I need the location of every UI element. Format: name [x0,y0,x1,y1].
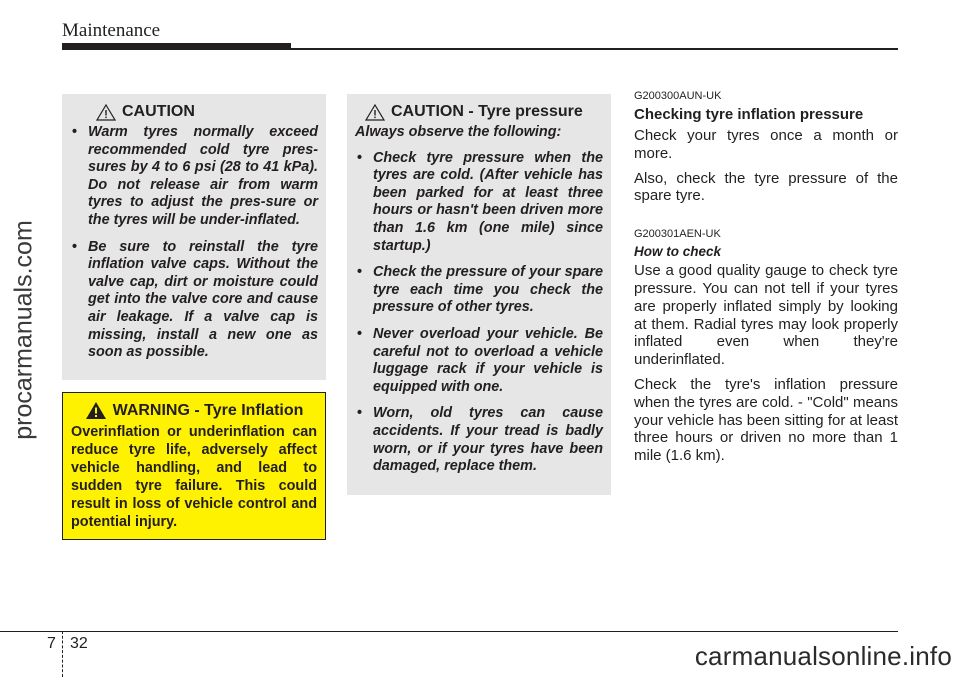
header-bar [62,43,291,50]
caution-tyre-pressure-title-text: CAUTION - Tyre pressure [391,103,583,120]
caution-box [62,94,326,380]
warning-title [71,401,317,420]
paragraph: Check the tyre's inflation pressure when the tyres are cold. - "Cold" means your vehicle has been sitting for at least three hours or driven no more than 1 mile (1.6 km). [634,375,898,465]
paragraph: Use a good quality gauge to check tyre pressure. You can not tell if your tyres are properly inflated simply by looking at them. Radial tyres may look properly inflated even when they're underinflated. [634,262,898,369]
chapter-number: 7 [47,635,56,652]
caution-tyre-pressure-list [355,150,603,476]
caution-tyre-pressure-title [355,103,603,121]
warning-triangle-outline-icon [96,104,116,121]
warning-triangle-outline-icon [365,104,385,121]
section-heading: Checking tyre inflation pressure [634,106,864,123]
paragraph: Check your tyres once a month or more. [634,127,898,162]
list-item: • Check the pressure of your spare tyre each time you check the pressure of other tyres. [355,264,603,317]
footer-divider [62,631,63,677]
paragraph: Also, check the tyre pressure of the spare tyre. [634,169,898,205]
footer-rule [0,631,898,632]
list-item: • Never overload your vehicle. Be careful not to overload a vehicle luggage rack if your vehicle is equipped with one. [355,326,603,396]
subsection-heading: How to check [634,244,722,260]
warning-title-text: WARNING - Tyre Inflation [112,401,304,419]
side-watermark-text: procarmanuals.com [9,220,38,440]
warning-triangle-filled-icon [85,401,107,420]
caution-title [70,103,318,121]
warning-box [62,392,326,540]
section-code: G200300AUN-UK [634,90,722,102]
caution-list [70,124,318,362]
caution-intro: Always observe the following: [355,124,562,140]
caution-title-text: CAUTION [122,103,195,120]
right-column [634,90,898,472]
list-item: • Warm tyres normally exceed recommended cold tyre pres-sures by 4 to 6 psi (28 to 41 kPa). Do not release air from warm tyres to adjust the pres-sure or the tyres will be under-inflated. [70,124,318,230]
header-rule [291,48,898,50]
list-item: • Check tyre pressure when the tyres are cold. (After vehicle has been parked for at least three hours or hasn't been driven more than 1.6 km (one mile) since startup.) [355,150,603,256]
side-watermark [4,120,44,540]
section-code: G200301AEN-UK [634,228,721,241]
caution-tyre-pressure-box [347,94,611,495]
section-title: Maintenance [62,20,161,41]
list-item: • Be sure to reinstall the tyre inflation valve caps. Without the valve cap, dirt or moisture could get into the valve core and cause air leakage. If a valve cap is missing, install a new one as soon as possible. [70,239,318,362]
list-item: • Worn, old tyres can cause accidents. If your tread is badly worn, or if your tyres have been damaged, replace them. [355,405,603,475]
bottom-watermark: carmanualsonline.info [694,641,952,671]
warning-text: Overinflation or underinflation can reduce tyre life, adversely affect vehicle handling, and lead to sudden tyre failure. This could result in loss of vehicle control and potential injury. [71,424,317,530]
page-number: 32 [70,635,88,652]
